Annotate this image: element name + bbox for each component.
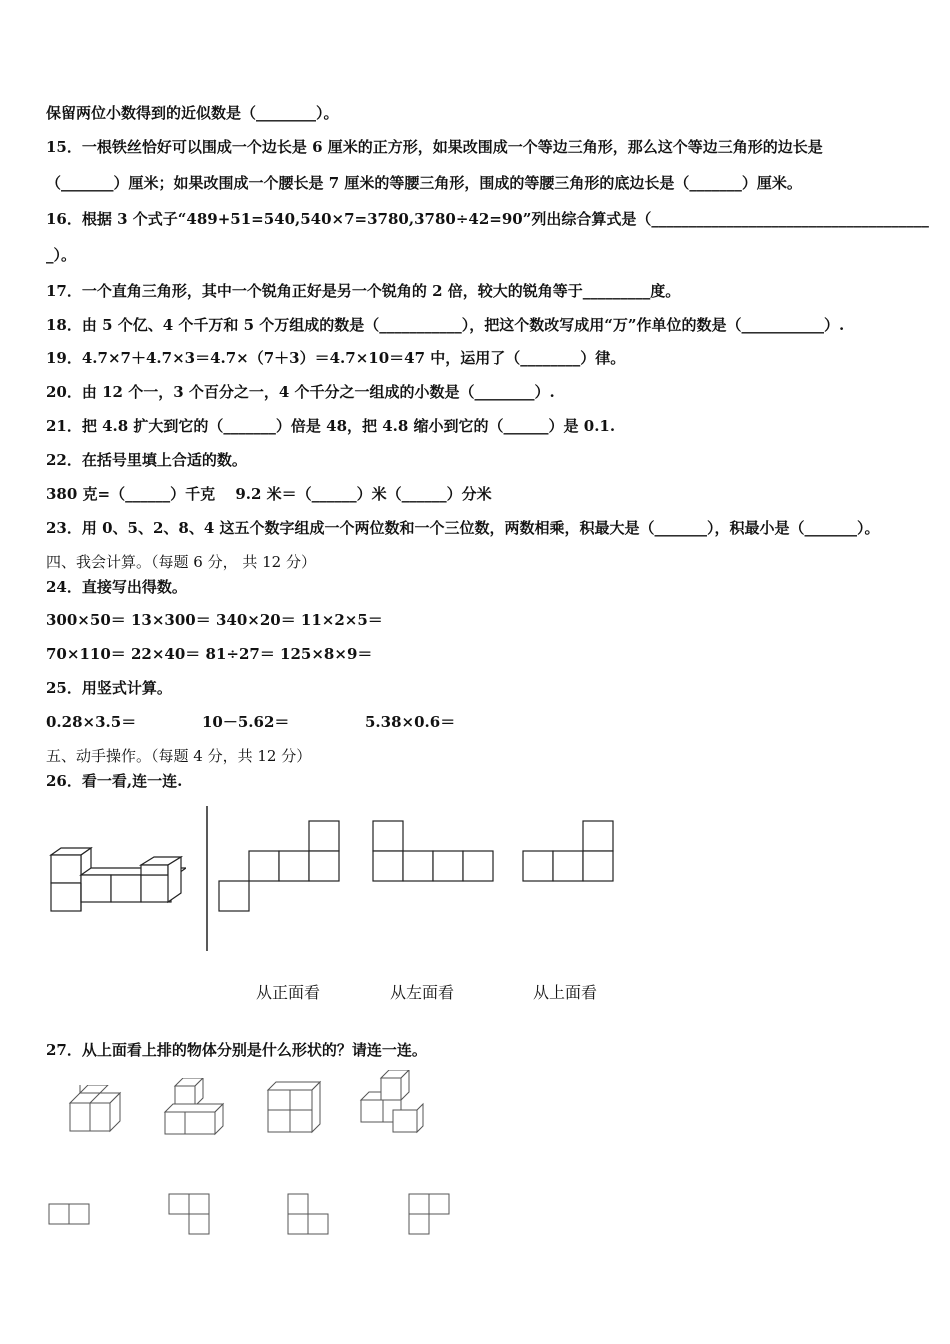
object-2[interactable]: [163, 1078, 225, 1136]
q26: 26．看一看,连一连.: [46, 772, 183, 790]
q24-row1: 300×50＝ 13×300＝ 340×20＝ 11×2×5＝: [46, 611, 383, 629]
q25-expr-3: 5.38×0.6＝: [365, 713, 456, 731]
top-view-shape-3[interactable]: [287, 1193, 331, 1237]
q19: 19．4.7×7＋4.7×3＝4.7×（7＋3）＝4.7×10＝47 中，运用了（________）律。: [46, 349, 626, 367]
q16-line2: _）。: [46, 246, 77, 264]
section-4-heading: 四、我会计算。（每题 6 分， 共 12 分）: [46, 553, 316, 571]
q25-expr-2: 10－5.62＝: [202, 713, 290, 731]
top-view-shape-1[interactable]: [48, 1203, 92, 1227]
q20: 20．由 12 个一，3 个百分之一，4 个千分之一组成的小数是（________）.: [46, 383, 555, 401]
q25-expr-1: 0.28×3.5＝: [46, 713, 137, 731]
q15-line2: （_______）厘米；如果改围成一个腰长是 7 厘米的等腰三角形，围成的等腰三角形的底边长是（_______）厘米。: [46, 174, 802, 192]
view-option-1[interactable]: [218, 820, 340, 912]
cube-stack-figure: [46, 845, 186, 917]
caption-front-view: 从正面看: [256, 983, 321, 1002]
top-view-shape-4[interactable]: [408, 1193, 452, 1237]
caption-left-view: 从左面看: [390, 983, 455, 1002]
caption-top-view: 从上面看: [533, 983, 598, 1002]
view-option-3[interactable]: [522, 820, 616, 882]
view-option-2[interactable]: [372, 820, 496, 882]
section-5-heading: 五、动手操作。（每题 4 分，共 12 分）: [46, 747, 312, 765]
q23: 23．用 0、5、2、8、4 这五个数字组成一个两位数和一个三位数，两数相乘，积最大是（_______），积最小是（_______）。: [46, 519, 880, 537]
q16-line1: 16．根据 3 个式子“489+51=540,540×7=3780,3780÷42=90”列出综合算式是（_____________________________________: [46, 210, 929, 228]
object-4[interactable]: [359, 1070, 425, 1134]
object-3[interactable]: [266, 1080, 322, 1134]
q21: 21．把 4.8 扩大到它的（_______）倍是 48，把 4.8 缩小到它的（______）是 0.1.: [46, 417, 616, 435]
q18: 18．由 5 个亿、4 个千万和 5 个万组成的数是（___________），把这个数改写成用“万”作单位的数是（___________）.: [46, 316, 845, 334]
q24-row2: 70×110＝ 22×40＝ 81÷27＝ 125×8×9＝: [46, 645, 373, 663]
q15-line1: 15．一根铁丝恰好可以围成一个边长是 6 厘米的正方形，如果改围成一个等边三角形，那么这个等边三角形的边长是: [46, 138, 823, 156]
q27: 27．从上面看上排的物体分别是什么形状的？请连一连。: [46, 1041, 427, 1059]
q14-tail: 保留两位小数得到的近似数是（________）。: [46, 104, 339, 122]
q24: 24．直接写出得数。: [46, 578, 187, 596]
divider-line: [205, 806, 209, 951]
q22: 22．在括号里填上合适的数。: [46, 451, 247, 469]
top-view-shape-2[interactable]: [168, 1193, 212, 1237]
q25: 25．用竖式计算。: [46, 679, 172, 697]
object-1[interactable]: [68, 1085, 124, 1135]
q22-blanks: 380 克=（______）千克 9.2 米＝（______）米（______）分米: [46, 485, 492, 503]
q17: 17．一个直角三角形，其中一个锐角正好是另一个锐角的 2 倍，较大的锐角等于_________度。: [46, 282, 681, 300]
